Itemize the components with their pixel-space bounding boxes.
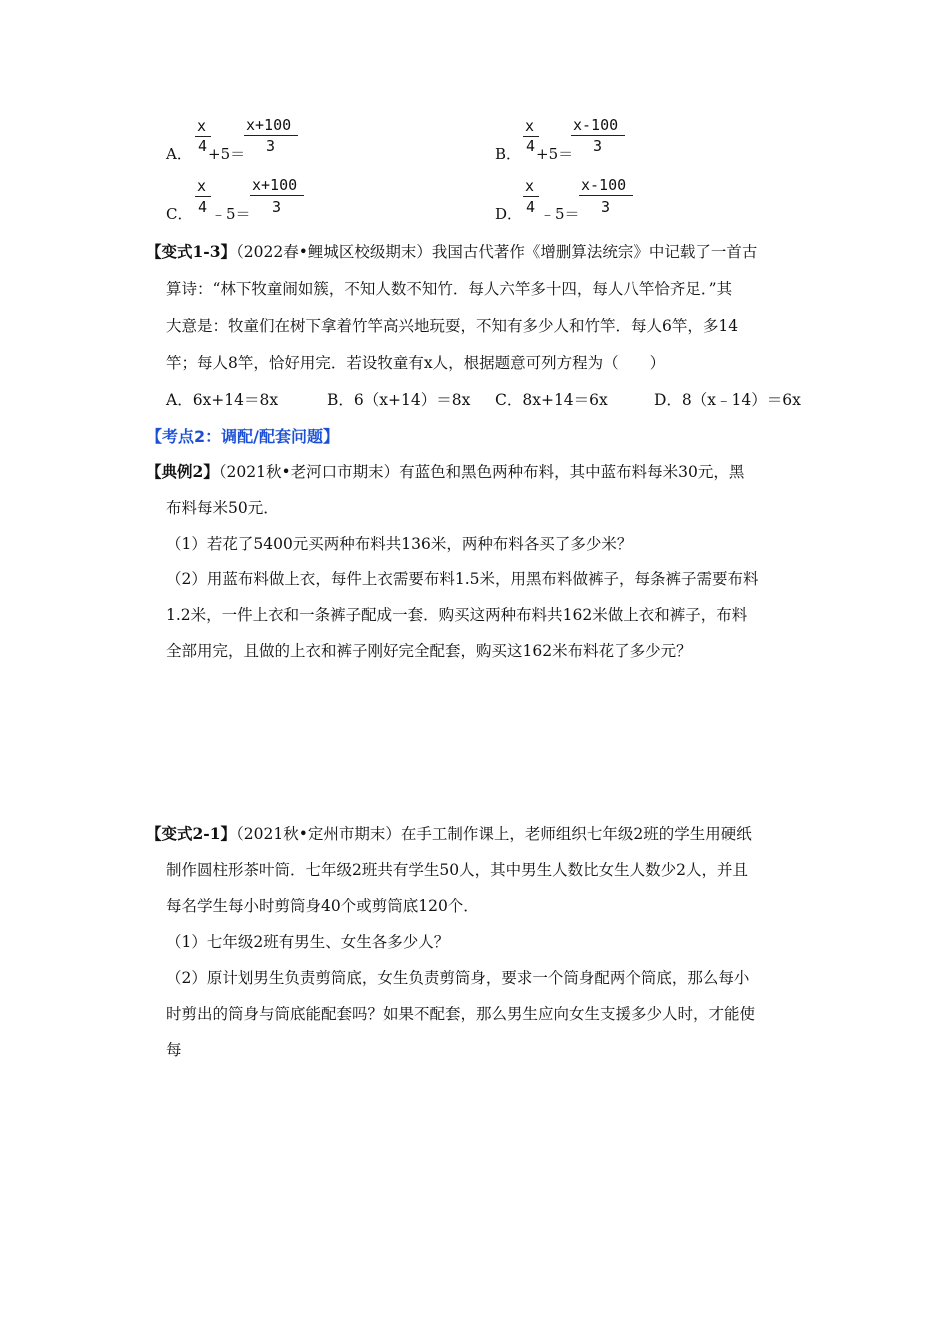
fraction-bar — [250, 195, 304, 196]
problem-text: 时剪出的筒身与筒底能配套吗？如果不配套，那么男生应向女生支援多少人时，才能使 — [166, 1005, 756, 1023]
frac-denominator: 3 — [266, 137, 276, 155]
choice-d: D．8（x﹣14）＝6x — [654, 391, 801, 409]
example-2-line-1 — [146, 460, 744, 482]
problem-text: 大意是：牧童们在树下拿着竹竿高兴地玩耍，不知有多少人和竹竿．每人6竿，多14 — [166, 317, 739, 335]
option-letter: A． — [166, 145, 192, 163]
frac-denominator: 3 — [272, 198, 282, 216]
variant-tag: 【变式1-3】 — [146, 242, 237, 261]
problem-text: 1.2米，一件上衣和一条裤子配成一套．购买这两种布料共162米做上衣和裤子，布料 — [166, 606, 748, 624]
variant-1-3-line-1 — [146, 240, 757, 262]
frac-numerator: x — [525, 177, 535, 195]
frac-denominator: 4 — [526, 198, 536, 216]
problem-text: （2022春•鲤城区校级期末）我国古代著作《增删算法统宗》中记载了一首古 — [236, 243, 758, 261]
section-heading: 【考点2：调配/配套问题】 — [146, 427, 339, 446]
problem-text: （2021秋•老河口市期末）有蓝色和黑色两种布料，其中蓝布料每米30元，黑 — [218, 463, 745, 481]
fraction-bar — [579, 195, 633, 196]
frac-numerator: x+100 — [252, 176, 298, 194]
choice-c: C．8x+14＝6x — [495, 391, 608, 409]
frac-denominator: 4 — [526, 137, 536, 155]
question-2: （2）用蓝布料做上衣，每件上衣需要布料1.5米，用黑布料做裤子，每条裤子需要布料 — [166, 570, 759, 588]
question-1: （1）若花了5400元买两种布料共136米，两种布料各买了多少米？ — [166, 535, 633, 553]
variant-tag: 【变式2-1】 — [146, 824, 237, 843]
problem-text: （2021秋•定州市期末）在手工制作课上，老师组织七年级2班的学生用硬纸 — [236, 825, 752, 843]
option-letter: B． — [495, 145, 522, 163]
option-letter: D． — [495, 205, 523, 223]
question-2: （2）原计划男生负责剪筒底，女生负责剪筒身，要求一个筒身配两个筒底，那么每小 — [166, 969, 750, 987]
frac-denominator: 3 — [601, 198, 611, 216]
problem-text: 竿；每人8竿，恰好用完．若设牧童有x人，根据题意可列方程为（ ） — [166, 354, 666, 372]
operator: ﹣5＝ — [211, 205, 251, 223]
question-1: （1）七年级2班有男生、女生各多少人？ — [166, 933, 450, 951]
problem-text: 算诗：“林下牧童闹如簇，不知人数不知竹．每人六竿多十四，每人八竿恰齐足．”其 — [166, 280, 733, 298]
operator: ﹣5＝ — [540, 205, 580, 223]
problem-text: 每名学生每小时剪筒身40个或剪筒底120个． — [166, 897, 479, 915]
frac-denominator: 4 — [198, 137, 208, 155]
frac-numerator: x-100 — [573, 116, 619, 134]
frac-numerator: x-100 — [581, 176, 627, 194]
problem-text: 制作圆柱形茶叶筒．七年级2班共有学生50人，其中男生人数比女生人数少2人，并且 — [166, 861, 748, 879]
problem-text: 每 — [166, 1041, 182, 1059]
frac-numerator: x — [197, 177, 207, 195]
problem-text: 布料每米50元． — [166, 499, 279, 517]
operator: +5＝ — [208, 145, 246, 163]
choice-a: A．6x+14＝8x — [166, 391, 279, 409]
frac-denominator: 3 — [593, 137, 603, 155]
option-letter: C． — [166, 205, 193, 223]
choice-b: B．6（x+14）＝8x — [327, 391, 471, 409]
problem-text: 全部用完，且做的上衣和裤子刚好完全配套，购买这162米布料花了多少元？ — [166, 642, 692, 660]
variant-2-1-line-1 — [146, 822, 752, 844]
frac-denominator: 4 — [198, 198, 208, 216]
operator: +5＝ — [536, 145, 574, 163]
frac-numerator: x — [525, 117, 535, 135]
frac-numerator: x+100 — [246, 116, 292, 134]
frac-numerator: x — [197, 117, 207, 135]
example-tag: 【典例2】 — [146, 462, 219, 481]
